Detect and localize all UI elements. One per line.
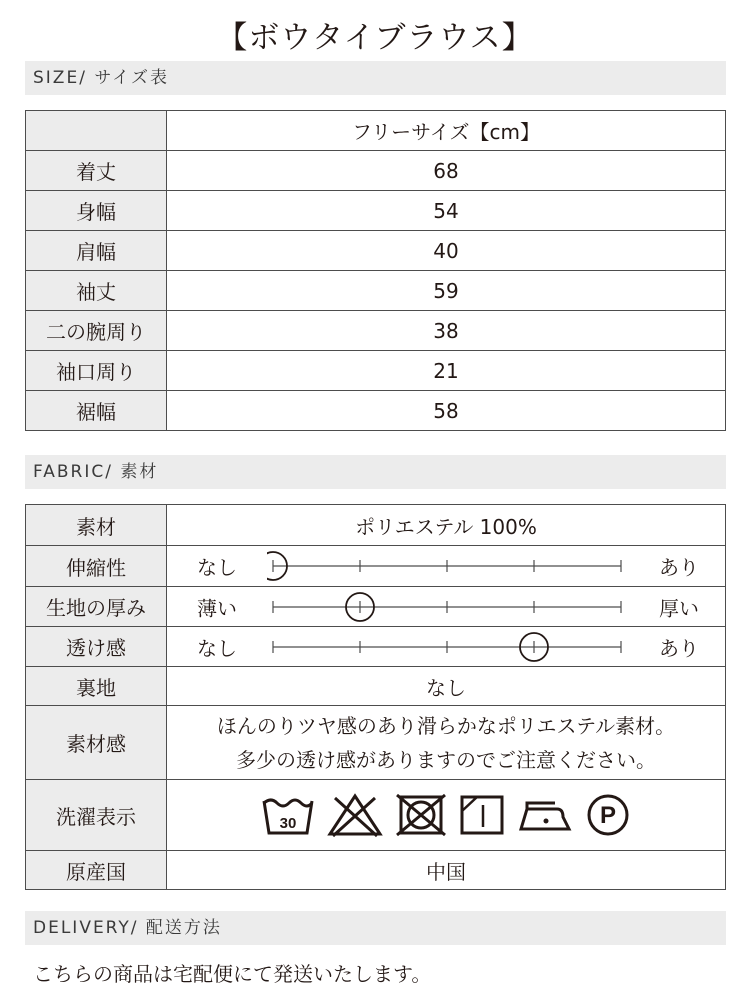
- feel-line-1: ほんのりツヤ感のあり滑らかなポリエステル素材。: [216, 713, 676, 738]
- dry-clean-p-icon: [585, 792, 631, 838]
- care-icons: [167, 792, 725, 838]
- size-table: [25, 110, 726, 431]
- line-dry-shade-icon: [459, 793, 505, 837]
- care-label: 洗濯表示: [26, 780, 167, 851]
- lining-row: [26, 667, 726, 706]
- no-bleach-icon: [327, 792, 383, 838]
- lining-label: 裏地: [26, 667, 167, 706]
- sheerness-scale-cell: [167, 627, 726, 667]
- feel-label: 素材感: [26, 706, 167, 780]
- size-label: 袖丈: [26, 271, 167, 311]
- thickness-row: [26, 587, 726, 627]
- material-row: [26, 505, 726, 546]
- size-value: 21: [167, 351, 726, 391]
- size-row: [26, 271, 726, 311]
- size-row: [26, 231, 726, 271]
- size-row: [26, 391, 726, 431]
- size-value: 59: [167, 271, 726, 311]
- size-column-header: フリーサイズ【cm】: [167, 111, 726, 151]
- size-value: 68: [167, 151, 726, 191]
- size-label: 身幅: [26, 191, 167, 231]
- size-corner-cell: [26, 111, 167, 151]
- sheerness-scale: [267, 627, 627, 667]
- delivery-section-header: DELIVERY/ 配送方法: [25, 911, 726, 945]
- size-label: 袖口周り: [26, 351, 167, 391]
- no-tumble-dry-icon: [395, 793, 447, 837]
- size-value: 58: [167, 391, 726, 431]
- feel-value: [167, 706, 726, 780]
- fabric-section-header: FABRIC/ 素材: [25, 455, 726, 489]
- material-label: 素材: [26, 505, 167, 546]
- scale-left-label: 薄い: [197, 596, 237, 620]
- size-value: 40: [167, 231, 726, 271]
- material-value: ポリエステル 100%: [167, 505, 726, 546]
- size-row: [26, 311, 726, 351]
- scale-right-label: あり: [659, 636, 699, 660]
- origin-row: [26, 851, 726, 890]
- thickness-scale-cell: [167, 587, 726, 627]
- stretch-label: 伸縮性: [26, 546, 167, 587]
- origin-value: 中国: [167, 851, 726, 890]
- size-label: 裾幅: [26, 391, 167, 431]
- fabric-table: [25, 504, 726, 890]
- care-row: [26, 780, 726, 851]
- stretch-row: [26, 546, 726, 587]
- care-icons-cell: [167, 780, 726, 851]
- sheerness-label: 透け感: [26, 627, 167, 667]
- scale-left-label: なし: [197, 555, 237, 580]
- size-header-row: [26, 111, 726, 151]
- scale-right-label: 厚い: [659, 596, 699, 620]
- thickness-scale: [267, 587, 627, 627]
- size-value: 54: [167, 191, 726, 231]
- size-value: 38: [167, 311, 726, 351]
- delivery-text: こちらの商品は宅配便にて発送いたします。: [33, 962, 432, 986]
- scale-right-label: あり: [659, 555, 699, 580]
- feel-line-2: 多少の透け感がありますのでご注意ください。: [236, 747, 656, 772]
- size-row: [26, 151, 726, 191]
- size-label: 二の腕周り: [26, 311, 167, 351]
- stretch-scale-cell: [167, 546, 726, 587]
- wash-30-icon: [261, 793, 315, 837]
- size-row: [26, 191, 726, 231]
- origin-label: 原産国: [26, 851, 167, 890]
- size-label: 肩幅: [26, 231, 167, 271]
- dry-clean-letter: P: [599, 802, 617, 829]
- size-label: 着丈: [26, 151, 167, 191]
- feel-row: [26, 706, 726, 780]
- iron-low-icon: [517, 795, 573, 835]
- page-title: 【ボウタイブラウス】: [216, 20, 534, 56]
- thickness-label: 生地の厚み: [26, 587, 167, 627]
- size-section-header: SIZE/ サイズ表: [25, 61, 726, 95]
- sheerness-row: [26, 627, 726, 667]
- wash-temp-label: 30: [279, 815, 297, 832]
- size-row: [26, 351, 726, 391]
- lining-value: なし: [167, 667, 726, 706]
- stretch-scale: [267, 546, 627, 586]
- scale-left-label: なし: [197, 636, 237, 660]
